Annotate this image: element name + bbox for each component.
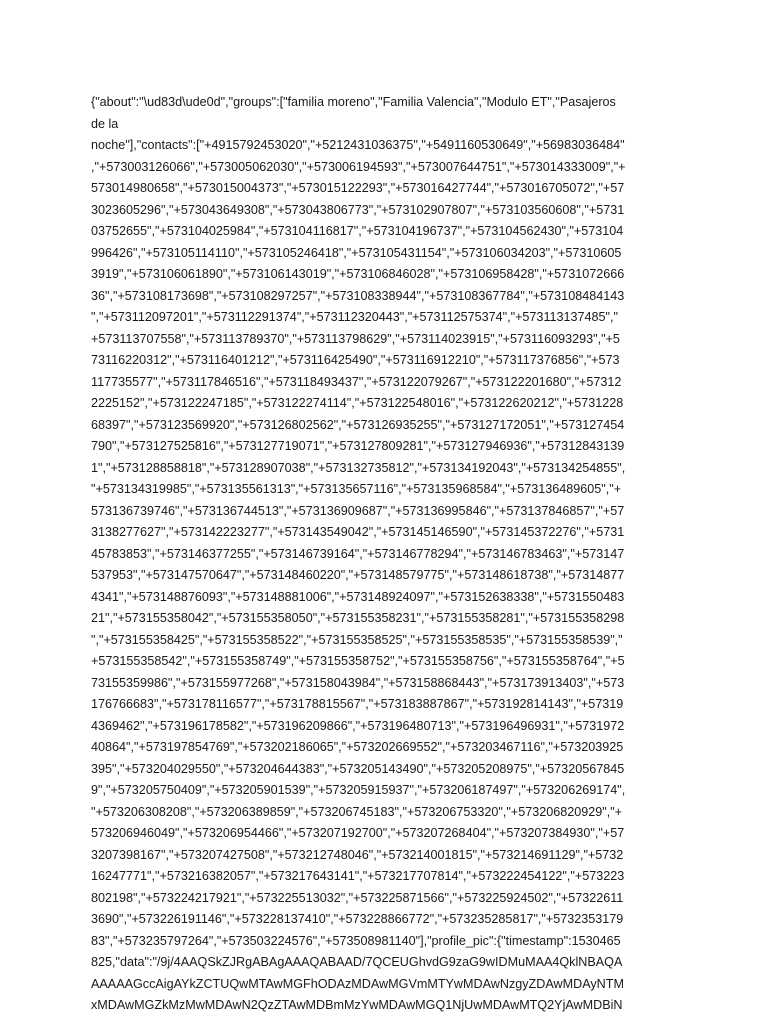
text-line: 4369462","+573196178582","+573196209866","+573196480713","+573196496931","+5731972	[91, 718, 625, 733]
text-line: 573136739746","+573136744513","+573136909687","+573136995846","+573137846857","+57	[91, 503, 625, 518]
text-line: 176766683","+573178116577","+573178815567","+573183887867","+573192814143","+57319	[91, 697, 624, 711]
text-line: ","+573155358425","+573155358522","+573155358525","+573155358535","+573155358539","	[91, 632, 623, 647]
text-line: noche"],"contacts":["+4915792453020","+5212431036375","+5491160530649","+56983036484"	[91, 138, 625, 152]
text-line: 117735577","+573117846516","+573118493437","+573122079267","+573122201680","+57312	[91, 374, 622, 389]
text-line: 3023605296","+573043649308","+573043806773","+573102907807","+573103560608","+5731	[91, 202, 625, 217]
text-line: 2225152","+573122247185","+573122274114","+573122548016","+573122620212","+5731228	[91, 396, 624, 410]
text-line: 83","+573235797264","+573503224576","+573508981140"],"profile_pic":{"timestamp":1530465	[91, 933, 621, 948]
text-line: de la	[91, 116, 119, 131]
text-line: 3919","+573106061890","+573106143019","+573106846028","+573106958428","+5731072666	[91, 267, 625, 281]
text-line: ","+573112097201","+573112291374","+573112320443","+573112575374","+573113137485","	[91, 310, 618, 324]
text-line: 802198","+573224217921","+573225513032","+573225871566","+573225924502","+57322611	[91, 890, 624, 905]
text-line: 3207398167","+573207427508","+573212748046","+573214001815","+573214691129","+5732	[91, 847, 624, 862]
text-line: +573155358542","+573155358749","+573155358752","+573155358756","+573155358764","+5	[91, 654, 625, 668]
text-line: "+573206308208","+573206389859","+573206745183","+573206753320","+573206820929","+	[91, 804, 623, 819]
text-line: xMDAwMGZkMzMwMDAwN2QzZTAwMDBmMzYwMDAwMGQ1NjUwMDAwMTQ2YjAwMDBiN	[91, 998, 623, 1012]
text-line: "+573134319985","+573135561313","+573135657116","+573135968584","+573136489605","+	[91, 482, 622, 496]
text-line: ,"+573003126066","+573005062030","+573006194593","+573007644751","+573014333009","+	[91, 159, 626, 174]
text-line: 21","+573155358042","+573155358050","+573155358231","+573155358281","+573155358298	[91, 611, 625, 625]
document-text-block	[91, 92, 681, 1017]
text-line: 3690","+573226191146","+573228137410","+573228866772","+573235285817","+5732353179	[91, 912, 624, 926]
text-line: 996426","+573105114110","+573105246418","+573105431154","+573106034203","+57310605	[91, 245, 622, 260]
text-line: 790","+573127525816","+573127719071","+573127809281","+573127946936","+57312843139	[91, 439, 625, 453]
text-line: 40864","+573197854769","+573202186065","+573202669552","+573203467116","+573203925	[91, 740, 624, 754]
text-line: 68397","+573123569920","+573126802562","+573126935255","+573127172051","+573127454	[91, 417, 625, 432]
text-line: 9","+573205750409","+573205901539","+573205915937","+573206187497","+573206269174",	[91, 783, 626, 797]
text-line: 73116220312","+573116401212","+573116425490","+573116912210","+573117376856","+573	[91, 353, 620, 367]
text-line: 03752655","+573104025984","+573104116817","+573104196737","+573104562430","+573104	[91, 224, 624, 238]
text-line: 45783853","+573146377255","+573146739164","+573146778294","+573146783463","+573147	[91, 546, 625, 561]
text-line: 36","+573108173698","+573108297257","+573108338944","+573108367784","+573108484143	[91, 288, 625, 303]
text-line: 1","+573128858818","+573128907038","+573132735812","+573134192043","+573134254855",	[91, 460, 626, 475]
text-line: 395","+573204029550","+573204644383","+573205143490","+573205208975","+57320567845	[91, 761, 625, 776]
text-line: 573014980658","+573015004373","+573015122293","+573016427744","+573016705072","+57	[91, 181, 625, 195]
text-line: AAAAAGccAigAYkZCTUQwMTAwMGFhODAzMDAwMGVmMTYwMDAwNzgyZDAwMDAyNTM	[91, 976, 624, 991]
text-line: 825,"data":"/9j/4AAQSkZJRgABAgAAAQABAAD/7QCEUGhvdG9zaG9wIDMuMAA4QklNBAQA	[91, 955, 623, 969]
text-line: 3138277627","+573142223277","+573143549042","+573145146590","+573145372276","+5731	[91, 525, 625, 539]
text-line: 573206946049","+573206954466","+573207192700","+573207268404","+573207384930","+57	[91, 826, 625, 840]
text-line: 73155359986","+573155977268","+573158043984","+573158868443","+573173913403","+573	[91, 675, 625, 690]
text-line: +573113707558","+573113789370","+573113798629","+573114023915","+573116093293","+5	[91, 331, 620, 346]
text-line: 4341","+573148876093","+573148881006","+573148924097","+573152638338","+5731550483	[91, 589, 625, 604]
text-line: 537953","+573147570647","+573148460220","+573148579775","+573148618738","+57314877	[91, 568, 625, 582]
text-line: 16247771","+573216382057","+573217643141","+573217707814","+573222454122","+573223	[91, 869, 625, 883]
text-line: {"about":"\ud83d\ude0d","groups":["familia moreno","Familia Valencia","Modulo ET","Pasajeros	[91, 95, 616, 109]
